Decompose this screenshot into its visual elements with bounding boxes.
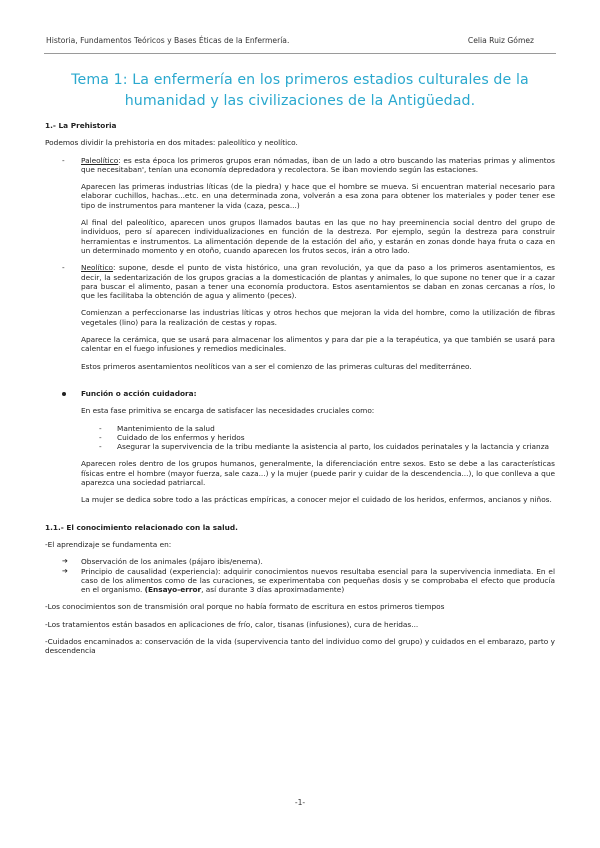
paragraph: : es esta época los primeros grupos eran nómadas, iban de un lado a otro buscando las materias primas y alimentos que necesitaban', tenían una economía depredadora y recolectora. Se iban moviendo según las estaciones.	[81, 155, 555, 174]
care-needs-list	[45, 424, 555, 452]
paragraph: Aparecen las primeras industrias líticas (de la piedra) y hace que el hombre se mueva. Si encuentran material necesario para elaborar cuchillos, hachas...etc. en una determinada zona, volverán a esa zona para obtener los materiales y poder tener ese tipo de instrumentos para mantener la vida (caza, pesca...)	[81, 182, 555, 210]
document-title	[40, 70, 560, 112]
title-line-1: Tema 1: La enfermería en los primeros estadios culturales de la	[71, 72, 529, 88]
list-item: ➔ Principio de causalidad (experiencia): adquirir conocimientos nuevos resultaba esencial para la supervivencia inmediata. En el caso de los alimentos como de las curaciones, se experimentaba con pequeñas dosis y se comprobaba el efecto que producía en el organismo. (Ensayo-error, así durante 3 días aproximadamente)	[62, 566, 555, 595]
bullet-funcion-cuidadora	[45, 389, 555, 398]
paragraph: Podemos dividir la prehistoria en dos mitades: paleolítico y neolítico.	[45, 138, 298, 148]
header-author: Celia Ruiz Gómez	[467, 36, 534, 45]
arrow-icon: ➔	[62, 557, 68, 566]
paragraph: -Cuidados encaminados a: conservación de la vida (supervivencia tanto del individuo como del grupo) y cuidados en el embarazo, parto y descendencia	[45, 636, 555, 656]
paragraph: -Los tratamientos están basados en aplicaciones de frío, calor, tisanas (infusiones), cura de heridas...	[45, 619, 419, 629]
list-item: ➔ Observación de los animales (pájaro ibis/enema).	[62, 557, 263, 567]
list-item: - Cuidado de los enfermos y heridos	[99, 432, 245, 442]
learning-list	[45, 557, 555, 594]
paragraph: Aparecen roles dentro de los grupos humanos, generalmente, la diferenciación entre sexos. Esto se debe a las características físicas entre el hombre (mayor fuerza, sale caza...) y la mujer (puede parir y cuidar de la descendencia...), lo que conlleva a que aparezca una sociedad patriarcal.	[81, 459, 555, 488]
paragraph: Estos primeros asentamientos neolíticos van a ser el comienzo de las primeras culturas del mediterráneo.	[81, 361, 472, 371]
paragraph: La mujer se dedica sobre todo a las prácticas empíricas, a conocer mejor el cuidado de los heridos, enfermos, ancianos y niños.	[81, 495, 552, 505]
arrow-icon: ➔	[62, 566, 68, 575]
dash-marker: -	[62, 155, 65, 165]
dash-marker: -	[62, 263, 65, 273]
section-heading-prehistoria: 1.- La Prehistoria	[45, 121, 117, 130]
paragraph: -El aprendizaje se fundamenta en:	[45, 539, 172, 549]
paragraph: En esta fase primitiva se encarga de satisfacer las necesidades cruciales como:	[81, 406, 375, 416]
list-item: - Asegurar la supervivencia de la tribu mediante la asistencia al parto, los cuidados perinatales y la lactancia y crianza	[99, 442, 550, 452]
document-body	[45, 121, 555, 656]
page-header	[46, 36, 534, 50]
header-divider	[44, 53, 556, 54]
paragraph: -Los conocimientos son de transmisión oral porque no había formato de escritura en estos primeros tiempos	[45, 602, 445, 612]
page-number: -1-	[294, 798, 306, 807]
header-course-title: Historia, Fundamentos Teóricos y Bases Éticas de la Enfermería.	[46, 36, 290, 45]
list-item-paleolitico	[45, 156, 555, 175]
term-paleolitico: Paleolítico	[81, 155, 119, 165]
list-item-neolitico	[45, 263, 555, 300]
paragraph: Comienzan a perfeccionarse las industrias líticas y otros hechos que mejoran la vida del hombre, como la utilización de fibras vegetales (lino) para la realización de cestas y ropas.	[81, 308, 555, 327]
list-item: - Mantenimiento de la salud	[99, 423, 215, 433]
title-line-2: humanidad y las civilizaciones de la Antigüedad.	[124, 93, 476, 109]
paragraph: Al final del paleolítico, aparecen unos grupos llamados bautas en las que no hay preeminencia social dentro del grupo de individuos, pero sí aparecen individualizaciones en función de la destreza. Por ejemplo, según la destreza para construir herramientas e instrumentos. La alimentación depende de la estación del año, y estarán en zonas donde haya fruta o caza en un determinado momento y en otoño, cuando aparecen los frutos secos, irán a otro lado.	[81, 218, 555, 255]
paragraph: : supone, desde el punto de vista histórico, una gran revolución, ya que da paso a los primeros asentamientos, es decir, la sedentarización de los grupos gracias a la domesticación de plantas y animales, lo que supone no tener que ir a cazar para buscar el alimento, pasan a tener una economía productora. Estos asentamientos se daban en zonas cercanas a ríos, lo que les facilitaba la obtención de agua y alimento (peces).	[81, 263, 555, 301]
paragraph: Aparece la cerámica, que se usará para almacenar los alimentos y para dar pie a la terapéutica, ya que también se usará para calentar en el fuego infusiones y remedios medicinales.	[81, 335, 555, 354]
section-heading-conocimiento: 1.1.- El conocimiento relacionado con la salud.	[45, 522, 238, 532]
term-neolitico: Neolítico	[81, 263, 114, 273]
bullet-dot	[62, 392, 66, 396]
subheading-funcion-cuidadora: Función o acción cuidadora:	[81, 388, 197, 398]
